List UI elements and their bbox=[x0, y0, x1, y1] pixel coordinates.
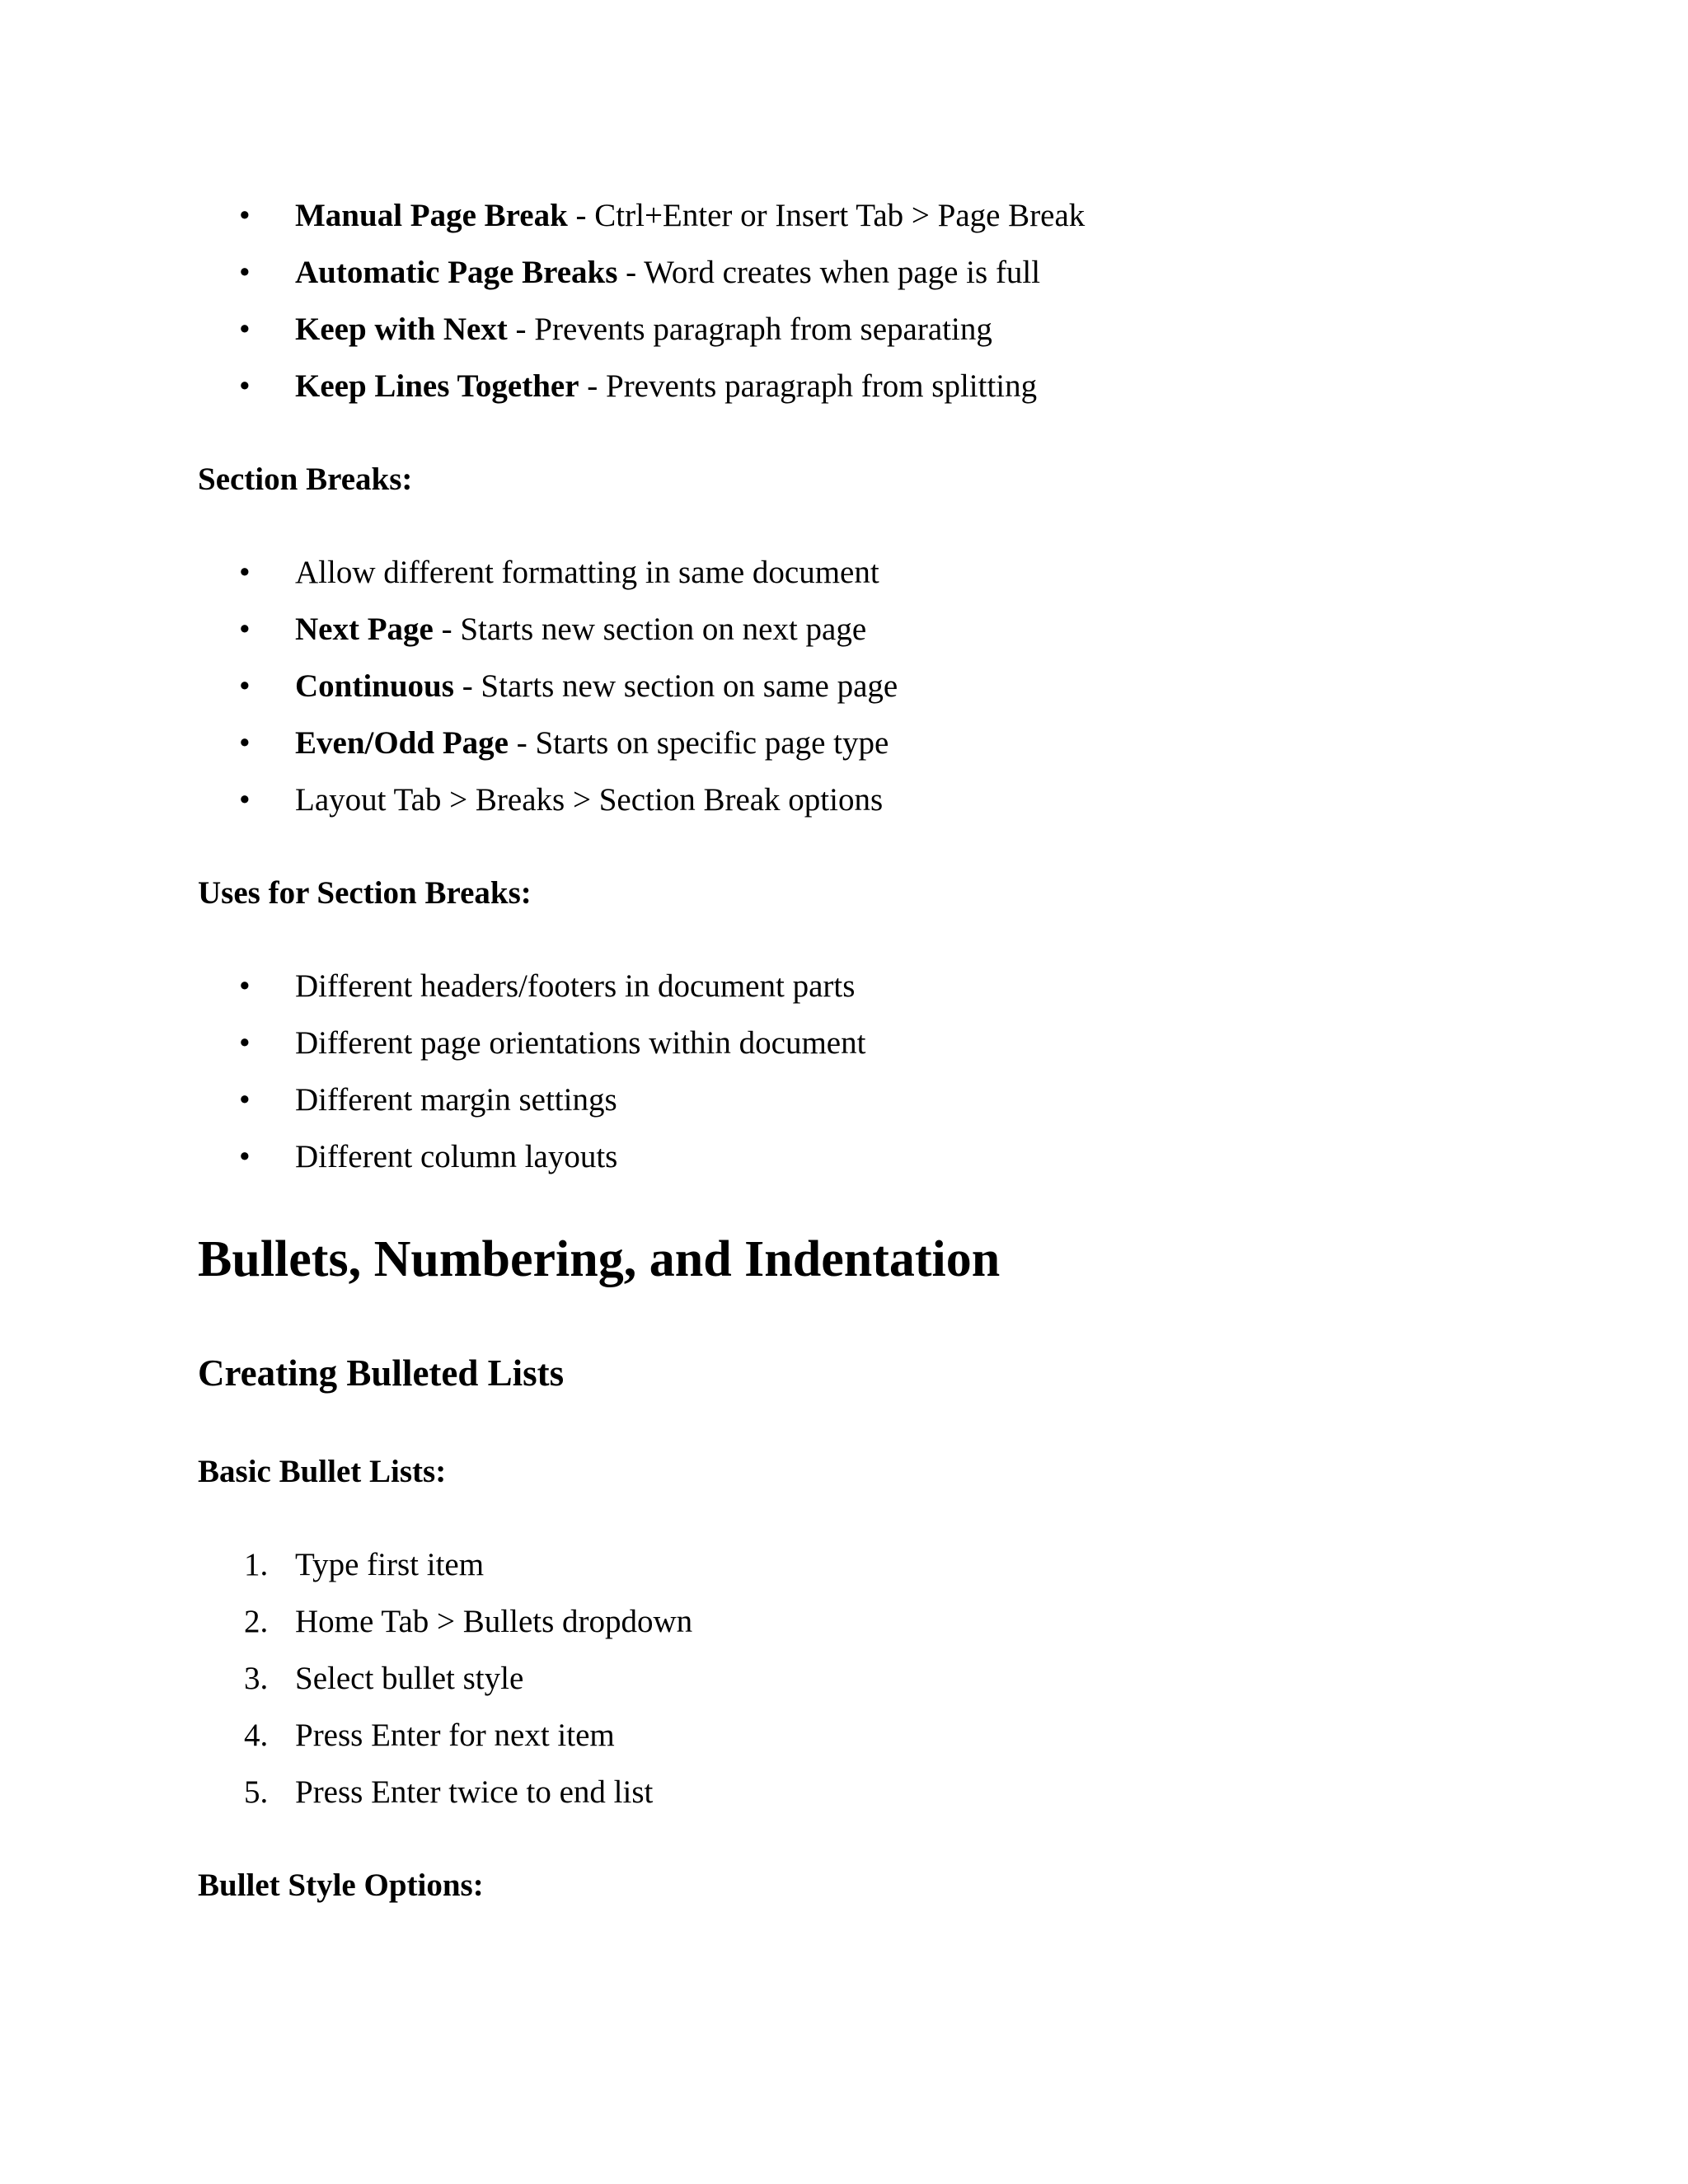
chapter-title: Bullets, Numbering, and Indentation bbox=[198, 1231, 1001, 1287]
list-item-number: 1. bbox=[244, 1547, 269, 1582]
bullet-icon: • bbox=[239, 555, 251, 590]
list-item-desc: - Starts new section on same page bbox=[453, 668, 898, 704]
section-title: Creating Bulleted Lists bbox=[198, 1352, 565, 1394]
basic-bullet-lists-heading: Basic Bullet Lists: bbox=[198, 1454, 447, 1489]
bullet-icon: • bbox=[239, 312, 251, 347]
list-item-number: 2. bbox=[244, 1604, 269, 1639]
list-item-term: Next Page bbox=[295, 612, 434, 647]
list-item-desc: - Ctrl+Enter or Insert Tab > Page Break bbox=[567, 198, 1085, 233]
list-item-term: Continuous bbox=[295, 668, 454, 704]
list-item-number: 5. bbox=[244, 1774, 269, 1810]
list-item-desc: - Starts on specific page type bbox=[508, 725, 889, 761]
list-item-text: Press Enter twice to end list bbox=[295, 1774, 654, 1810]
bullet-icon: • bbox=[239, 725, 251, 761]
bullet-icon: • bbox=[239, 968, 251, 1004]
section-breaks-heading: Section Breaks: bbox=[198, 462, 413, 497]
list-item-desc: - Prevents paragraph from separating bbox=[507, 312, 992, 347]
bullet-icon: • bbox=[239, 1082, 251, 1118]
list-item-number: 3. bbox=[244, 1661, 269, 1696]
list-item-text: Home Tab > Bullets dropdown bbox=[295, 1604, 693, 1639]
uses-section-breaks-heading: Uses for Section Breaks: bbox=[198, 875, 532, 911]
list-item-term: Even/Odd Page bbox=[295, 725, 509, 761]
bullet-icon: • bbox=[239, 368, 251, 404]
bullet-icon: • bbox=[239, 668, 251, 704]
list-item-text: Different column layouts bbox=[295, 1139, 618, 1174]
list-item-desc: - Word creates when page is full bbox=[617, 255, 1041, 290]
bullet-style-options-heading: Bullet Style Options: bbox=[198, 1868, 484, 1903]
list-item-desc: Layout Tab > Breaks > Section Break options bbox=[295, 782, 884, 818]
list-item-text: Different margin settings bbox=[295, 1082, 617, 1118]
list-item-term: Keep with Next bbox=[295, 312, 508, 347]
bullet-icon: • bbox=[239, 255, 251, 290]
bullet-icon: • bbox=[239, 612, 251, 647]
list-item-text: Type first item bbox=[295, 1547, 485, 1582]
bullet-icon: • bbox=[239, 782, 251, 818]
list-item-desc: - Starts new section on next page bbox=[433, 612, 867, 647]
bullet-icon: • bbox=[239, 198, 251, 233]
list-item-desc: - Prevents paragraph from splitting bbox=[579, 368, 1038, 404]
list-item-term: Manual Page Break bbox=[295, 198, 568, 233]
list-item-text: Different page orientations within document bbox=[295, 1025, 866, 1061]
list-item-text: Different headers/footers in document parts bbox=[295, 968, 856, 1004]
list-item-term: Automatic Page Breaks bbox=[295, 255, 618, 290]
list-item-desc: Allow different formatting in same document bbox=[295, 555, 879, 590]
list-item-number: 4. bbox=[244, 1718, 269, 1753]
list-item-text: Select bullet style bbox=[295, 1661, 524, 1696]
list-item-text: Press Enter for next item bbox=[295, 1718, 615, 1753]
bullet-icon: • bbox=[239, 1025, 251, 1061]
list-item-term: Keep Lines Together bbox=[295, 368, 579, 404]
bullet-icon: • bbox=[239, 1139, 251, 1174]
